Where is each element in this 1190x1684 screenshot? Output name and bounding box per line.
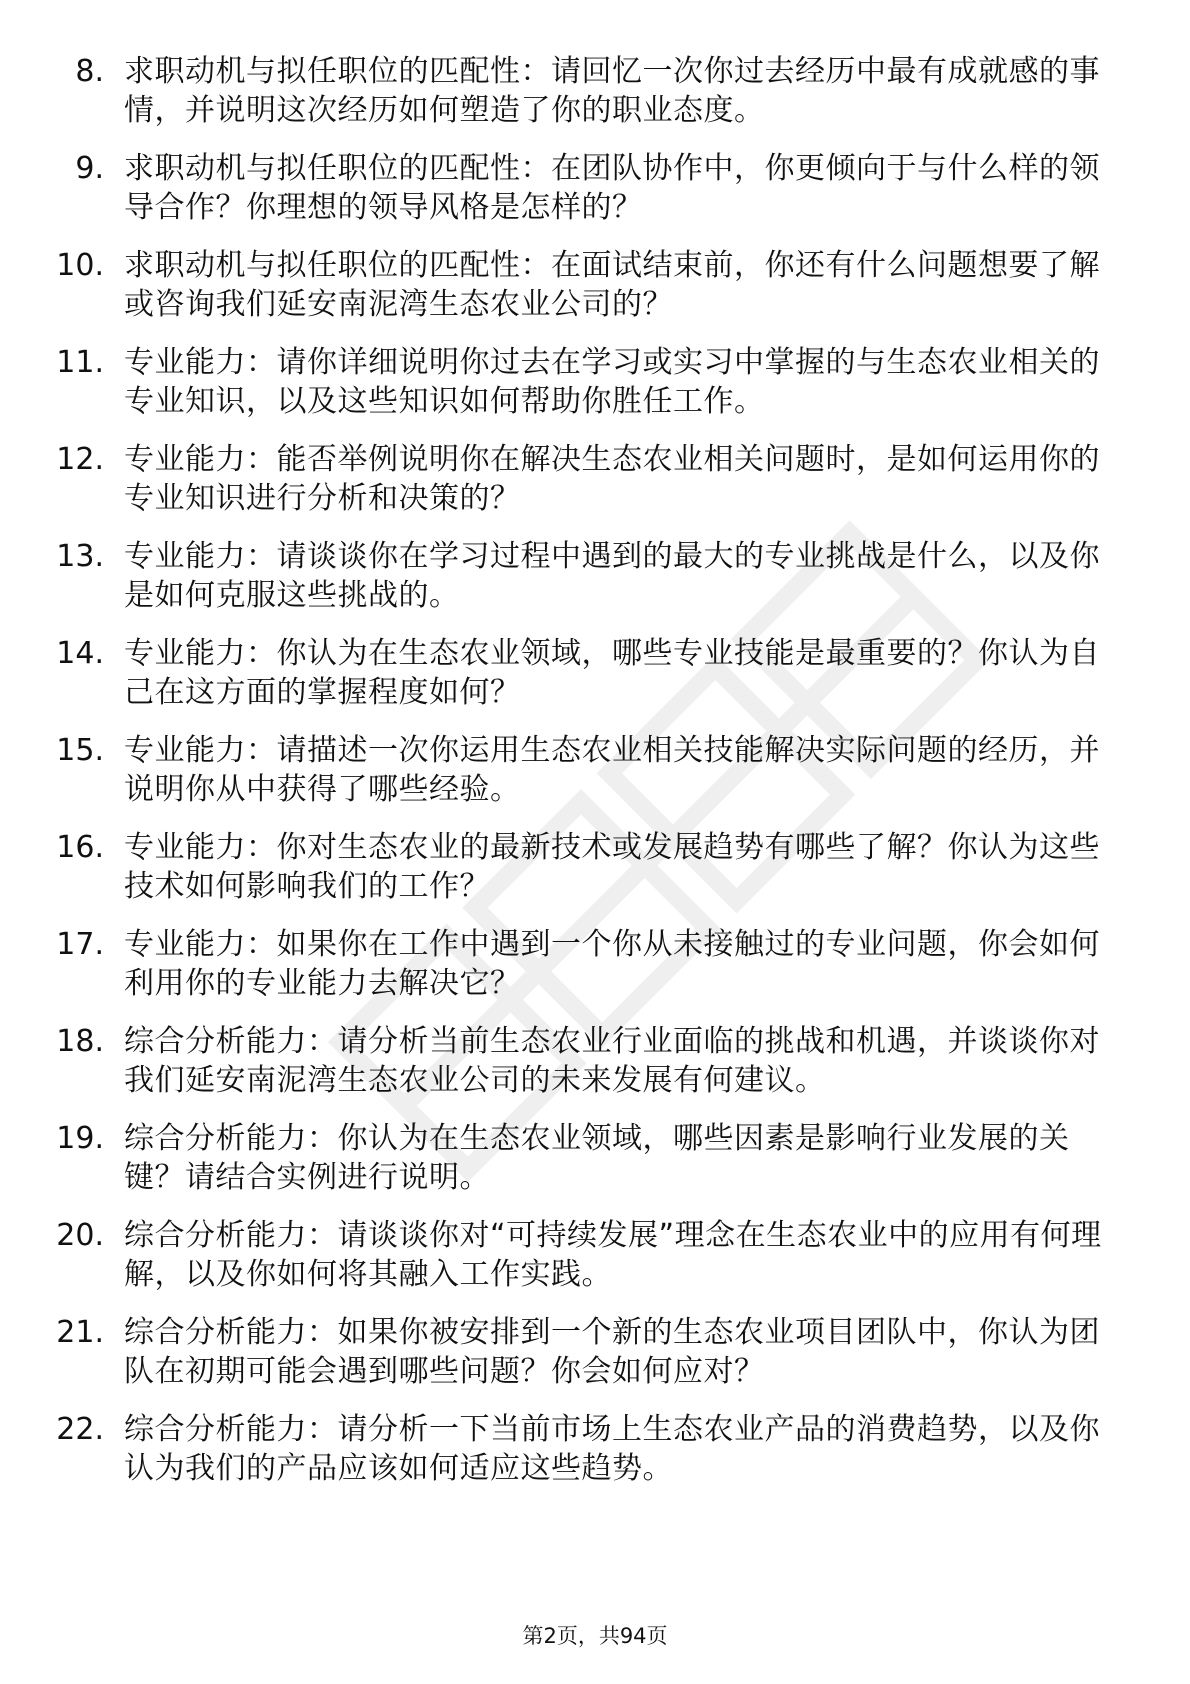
question-text: 专业能力：你对生态农业的最新技术或发展趋势有哪些了解？你认为这些技术如何影响我们的工作？ [124, 830, 1100, 904]
question-number: 20. [56, 1218, 104, 1253]
page-number-footer: 第2页，共94页 [522, 1624, 668, 1648]
question-number: 11. [56, 345, 104, 380]
question-text: 综合分析能力：如果你被安排到一个新的生态农业项目团队中，你认为团队在初期可能会遇到哪些问题？你会如何应对？ [124, 1315, 1100, 1389]
question-text: 专业能力：请谈谈你在学习过程中遇到的最大的专业挑战是什么，以及你是如何克服这些挑战的。 [124, 539, 1100, 613]
question-number: 14. [56, 636, 104, 671]
question-text: 综合分析能力：请分析当前生态农业行业面临的挑战和机遇，并谈谈你对我们延安南泥湾生态农业公司的未来发展有何建议。 [124, 1024, 1100, 1098]
list-item [0, 731, 1190, 828]
question-number: 12. [56, 442, 104, 477]
question-text: 求职动机与拟任职位的匹配性：在面试结束前，你还有什么问题想要了解或咨询我们延安南泥湾生态农业公司的？ [124, 248, 1100, 322]
list-item [0, 828, 1190, 925]
list-item [0, 246, 1190, 343]
question-text: 求职动机与拟任职位的匹配性：请回忆一次你过去经历中最有成就感的事情，并说明这次经历如何塑造了你的职业态度。 [124, 54, 1100, 128]
list-item [0, 1216, 1190, 1313]
question-number: 9. [75, 151, 104, 186]
list-item [0, 1313, 1190, 1410]
list-item [0, 440, 1190, 537]
question-number: 22. [56, 1412, 104, 1447]
question-text: 专业能力：你认为在生态农业领域，哪些专业技能是最重要的？你认为自己在这方面的掌握程度如何？ [124, 636, 1100, 710]
question-number: 19. [56, 1121, 104, 1156]
question-number: 13. [56, 539, 104, 574]
list-item [0, 925, 1190, 1022]
list-item [0, 1410, 1190, 1507]
question-number: 21. [56, 1315, 104, 1350]
question-number: 10. [56, 248, 104, 283]
list-item [0, 52, 1190, 149]
question-text: 综合分析能力：请分析一下当前市场上生态农业产品的消费趋势，以及你认为我们的产品应该如何适应这些趋势。 [124, 1412, 1100, 1486]
list-item [0, 343, 1190, 440]
question-number: 16. [56, 830, 104, 865]
list-item [0, 537, 1190, 634]
question-text: 专业能力：请你详细说明你过去在学习或实习中掌握的与生态农业相关的专业知识，以及这些知识如何帮助你胜任工作。 [124, 345, 1100, 419]
question-text: 求职动机与拟任职位的匹配性：在团队协作中，你更倾向于与什么样的领导合作？你理想的领导风格是怎样的？ [124, 151, 1100, 225]
list-item [0, 1119, 1190, 1216]
question-number: 15. [56, 733, 104, 768]
question-number: 17. [56, 927, 104, 962]
question-text: 专业能力：请描述一次你运用生态农业相关技能解决实际问题的经历，并说明你从中获得了哪些经验。 [124, 733, 1100, 807]
question-text: 综合分析能力：请谈谈你对“可持续发展”理念在生态农业中的应用有何理解，以及你如何将其融入工作实践。 [124, 1218, 1102, 1292]
question-list [0, 52, 1190, 1507]
question-text: 综合分析能力：你认为在生态农业领域，哪些因素是影响行业发展的关键？请结合实例进行说明。 [124, 1121, 1070, 1195]
list-item [0, 634, 1190, 731]
list-item [0, 149, 1190, 246]
question-text: 专业能力：能否举例说明你在解决生态农业相关问题时，是如何运用你的专业知识进行分析和决策的？ [124, 442, 1100, 516]
question-number: 8. [75, 54, 104, 89]
question-number: 18. [56, 1024, 104, 1059]
list-item [0, 1022, 1190, 1119]
question-text: 专业能力：如果你在工作中遇到一个你从未接触过的专业问题，你会如何利用你的专业能力去解决它？ [124, 927, 1100, 1001]
